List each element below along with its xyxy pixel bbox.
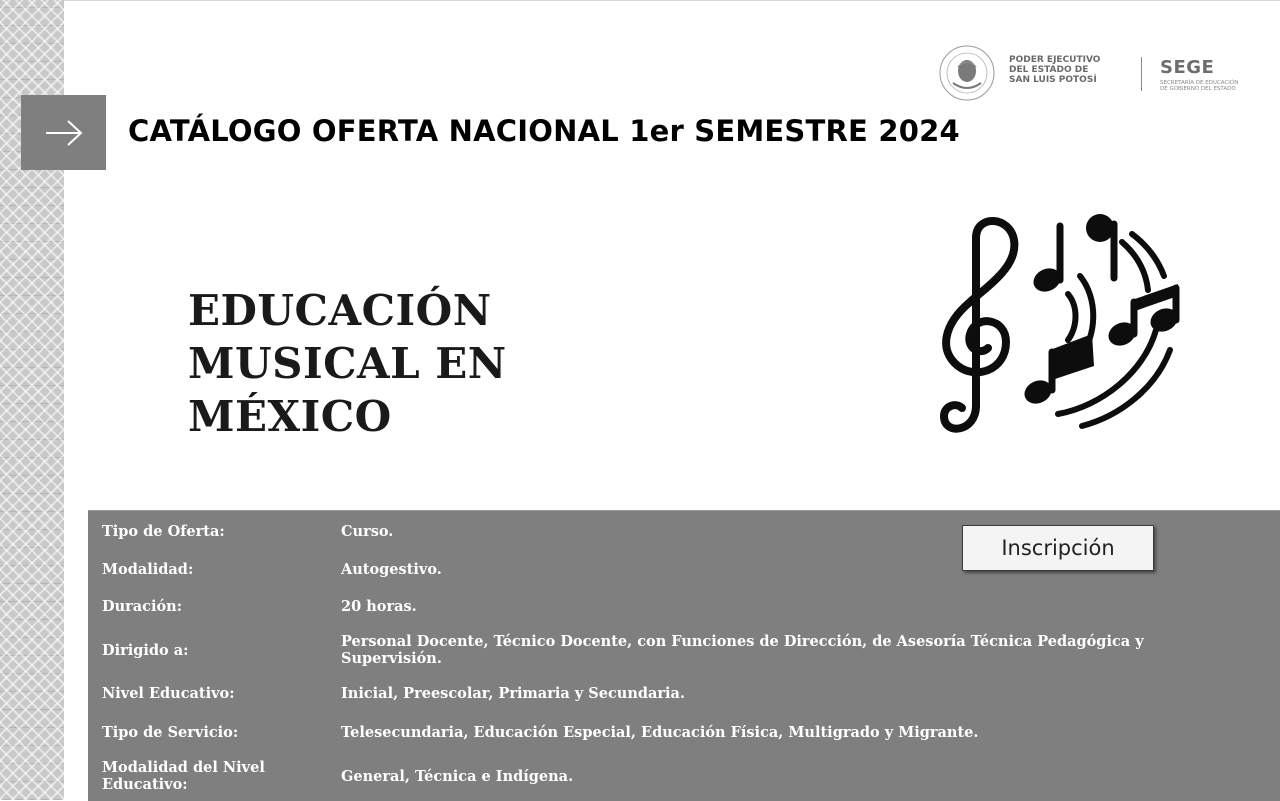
sege-subtitle: [1160, 80, 1238, 92]
info-row: [102, 722, 1221, 742]
course-title-line-2: MUSICAL EN: [188, 339, 507, 388]
inscripcion-button[interactable]: Inscripción: [962, 525, 1154, 571]
info-label: Dirigido a:: [102, 641, 189, 659]
info-row: [102, 630, 1221, 670]
info-row: [102, 596, 1221, 616]
info-row: [102, 683, 1221, 703]
course-title-line-1: EDUCACIÓN: [188, 286, 492, 335]
info-label: Modalidad del Nivel Educativo:: [102, 759, 265, 793]
logos: [936, 43, 1266, 101]
info-value: Telesecundaria, Educación Especial, Educación Física, Multigrado y Migrante.: [341, 723, 979, 741]
logo-divider: [1141, 57, 1142, 91]
info-value: Autogestivo.: [341, 560, 442, 578]
info-label: Duración:: [102, 597, 183, 615]
gov-line-1: PODER EJECUTIVO: [1009, 55, 1101, 65]
info-row: [102, 756, 1221, 796]
info-label: Nivel Educativo:: [102, 684, 235, 702]
gov-line-2: DEL ESTADO DE: [1009, 65, 1089, 75]
info-label: Tipo de Oferta:: [102, 522, 225, 540]
course-title-line-3: MÉXICO: [188, 392, 392, 441]
info-label: Modalidad:: [102, 560, 194, 578]
info-label: Tipo de Servicio:: [102, 723, 239, 741]
government-logo-text: [1009, 55, 1100, 85]
sege-subtitle-line-2: DE GOBIERNO DEL ESTADO: [1160, 86, 1236, 92]
info-value: Curso.: [341, 522, 394, 540]
info-value: 20 horas.: [341, 597, 417, 615]
page-title: CATÁLOGO OFERTA NACIONAL 1er SEMESTRE 2024: [128, 114, 960, 148]
arrow-right-icon: [21, 95, 106, 170]
sege-logo: SEGE: [1160, 57, 1215, 78]
info-value: Inicial, Preescolar, Primaria y Secundaria.: [341, 684, 685, 702]
gov-line-3: SAN LUIS POTOSÍ: [1009, 75, 1097, 85]
info-value: Personal Docente, Técnico Docente, con Funciones de Dirección, de Asesoría Técnica Pedagógica y Supervisión.: [341, 633, 1144, 667]
course-title: [188, 284, 507, 443]
info-value: General, Técnica e Indígena.: [341, 767, 574, 785]
course-info-panel: [88, 510, 1280, 801]
top-border: [64, 0, 1280, 1]
sege-subtitle-line-1: SECRETARÍA DE EDUCACIÓN: [1160, 80, 1239, 86]
music-notes-icon: [932, 210, 1186, 440]
mexico-seal-icon: [936, 45, 998, 101]
